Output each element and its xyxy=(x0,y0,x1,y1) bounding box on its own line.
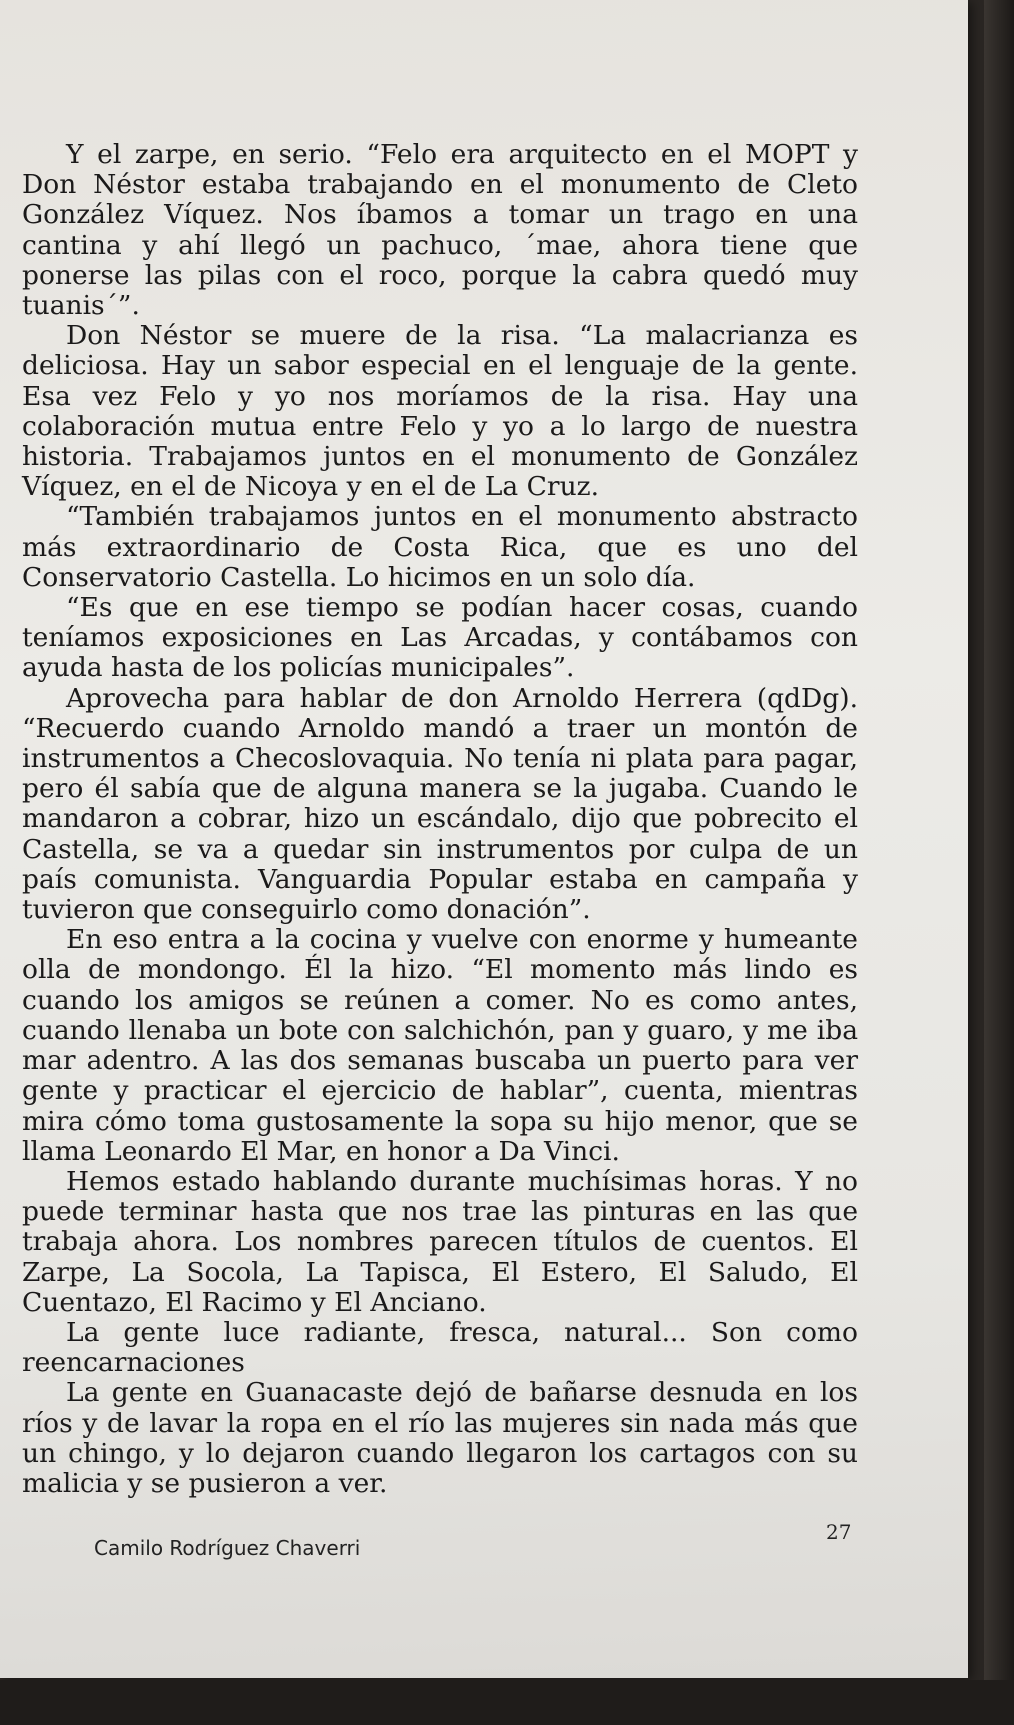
body-text xyxy=(22,140,858,1499)
footer-author: Camilo Rodríguez Chaverri xyxy=(94,1536,361,1560)
background-surface xyxy=(0,1680,1014,1725)
paragraph: Hemos estado hablando durante muchísimas horas. Y no puede terminar hasta que nos trae las pinturas en las que trabaja ahora. Los nombres parecen títulos de cuentos. El Zarpe, La Socola, La Tapisca, El Estero, El Saludo, El Cuentazo, El Racimo y El Anciano. xyxy=(22,1165,858,1318)
paragraph: La gente en Guanacaste dejó de bañarse desnuda en los ríos y de lavar la ropa en el río las mujeres sin nada más que un chingo, y lo dejaron cuando llegaron los cartagos con su malicia y se pusieron a ver. xyxy=(22,1377,858,1499)
paragraph: “También trabajamos juntos en el monumento abstracto más extraordinario de Costa Rica, que es uno del Conservatorio Castella. Lo hicimos en un solo día. xyxy=(22,501,858,593)
paragraph: “Es que en ese tiempo se podían hacer cosas, cuando teníamos exposiciones en Las Arcadas, y contábamos con ayuda hasta de los policías municipales”. xyxy=(22,592,858,684)
paragraph: En eso entra a la cocina y vuelve con enorme y humeante olla de mondongo. Él la hizo. “El momento más lindo es cuando los amigos se reúnen a comer. No es como antes, cuando llenaba un bote con salchichón, pan y guaro, y me iba mar adentro. A las dos semanas buscaba un puerto para ver gente y practicar el ejercicio de hablar”, cuenta, mientras mira cómo toma gustosamente la sopa su hijo menor, que se llama Leonardo El Mar, en honor a Da Vinci. xyxy=(22,924,858,1167)
paragraph: Aprovecha para hablar de don Arnoldo Herrera (qdDg). “Recuerdo cuando Arnoldo mandó a traer un montón de instrumentos a Checoslovaquia. No tenía ni plata para pagar, pero él sabía que de alguna manera se la jugaba. Cuando le mandaron a cobrar, hizo un escándalo, dijo que pobrecito el Castella, se va a quedar sin instrumentos por culpa de un país comunista. Vanguardia Popular estaba en campaña y tuvieron que conseguirlo como donación”. xyxy=(22,682,858,926)
page-edge-shadow xyxy=(984,0,1014,1725)
paragraph: Y el zarpe, en serio. “Felo era arquitecto en el MOPT y Don Néstor estaba trabajando en el monumento de Cleto González Víquez. Nos íbamos a tomar un trago en una cantina y ahí llegó un pachuco, ´mae, ahora tiene que ponerse las pilas con el roco, porque la cabra quedó muy tuanis´”. xyxy=(22,139,858,322)
paragraph: Don Néstor se muere de la risa. “La malacrianza es deliciosa. Hay un sabor especial en el lenguaje de la gente. Esa vez Felo y yo nos moríamos de la risa. Hay una colaboración mutua entre Felo y yo a lo largo de nuestra historia. Trabajamos juntos en el monumento de González Víquez, en el de Nicoya y en el de La Cruz. xyxy=(22,320,858,503)
page-number: 27 xyxy=(826,1520,852,1544)
paragraph: La gente luce radiante, fresca, natural... Son como reencarnaciones xyxy=(22,1316,858,1379)
